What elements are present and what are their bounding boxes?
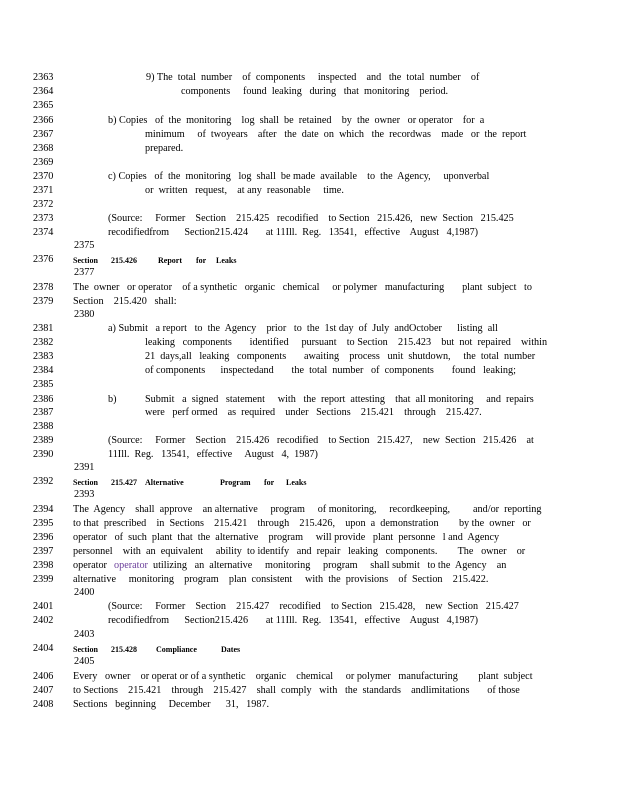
line-number: 2393 <box>74 489 95 500</box>
line-number: 2377 <box>74 267 95 278</box>
text-line: recodifiedfrom Section215.424 at 11Ill. Reg. 13541, effective August 4,1987) <box>108 227 479 238</box>
text-line: prepared. <box>145 143 184 154</box>
text-line: recodifiedfrom Section215.426 at 11Ill. Reg. 13541, effective August 4,1987) <box>108 615 479 626</box>
text-line: operator <box>114 560 148 571</box>
line-number: 2394 <box>33 504 54 515</box>
line-number: 2374 <box>33 227 54 238</box>
text-line: alternative monitoring program plan consistent with the provisions of Section 215.422. <box>73 574 489 585</box>
section-heading-word: Leaks <box>216 256 237 265</box>
line-number: 2395 <box>33 518 54 529</box>
line-number: 2382 <box>33 337 54 348</box>
line-number: 2408 <box>33 699 54 710</box>
text-line: Every owner or operat or of a synthetic organic chemical or polymer manufacturing plant subject <box>73 671 533 682</box>
section-heading-word: Alternative <box>145 478 184 487</box>
line-number: 2406 <box>33 671 54 682</box>
line-number: 2403 <box>74 629 95 640</box>
line-number: 2391 <box>74 462 95 473</box>
text-line: utilizing an alternative monitoring program shall submit to the Agency an <box>153 560 507 571</box>
line-number: 2367 <box>33 129 54 140</box>
text-line: 11Ill. Reg. 13541, effective August 4, 1987) <box>108 449 318 460</box>
line-number: 2369 <box>33 157 54 168</box>
text-line: operator <box>73 560 107 571</box>
line-number: 2397 <box>33 546 54 557</box>
line-number: 2390 <box>33 449 54 460</box>
text-line: The owner or operator of a synthetic organic chemical or polymer manufacturing plant subject to <box>73 282 532 293</box>
text-line: to that prescribed in Sections 215.421 through 215.426, upon a demonstration by the owner or <box>73 518 531 529</box>
line-number: 2378 <box>33 282 54 293</box>
line-number: 2401 <box>33 601 54 612</box>
text-line: minimum of twoyears after the date on which the recordwas made or the report <box>145 129 527 140</box>
section-heading-word: Section <box>73 478 98 487</box>
line-number: 2388 <box>33 421 54 432</box>
text-line: to Sections 215.421 through 215.427 shall comply with the standards andlimitations of those <box>73 685 520 696</box>
line-number: 2368 <box>33 143 54 154</box>
text-line: personnel with an equivalent ability to identify and repair leaking components. The owner or <box>73 546 526 557</box>
text-line: The Agency shall approve an alternative program of monitoring, recordkeeping, and/or reporting <box>73 504 542 515</box>
section-heading-word: for <box>264 478 275 487</box>
line-number: 2373 <box>33 213 54 224</box>
line-number: 2389 <box>33 435 54 446</box>
line-number: 2371 <box>33 185 54 196</box>
line-number: 2407 <box>33 685 54 696</box>
line-number: 2398 <box>33 560 54 571</box>
text-line: a) Submit a report to the Agency prior to the 1st day of July andOctober listing all <box>108 323 498 334</box>
line-number: 2372 <box>33 199 54 210</box>
text-line: Section 215.420 shall: <box>73 296 177 307</box>
line-number: 2366 <box>33 115 54 126</box>
text-line: or written request, at any reasonable time. <box>145 185 344 196</box>
section-heading-word: 215.428 <box>111 645 137 654</box>
line-number: 2392 <box>33 476 54 487</box>
text-line: were perf ormed as required under Sections 215.421 through 215.427. <box>145 407 482 418</box>
section-heading-word: Report <box>158 256 182 265</box>
text-line: 21 days,all leaking components awaiting process unit shutdown, the total number <box>145 351 536 362</box>
text-line: Submit a signed statement with the report attesting that all monitoring and repairs <box>145 394 534 405</box>
text-line: leaking components identified pursuant to Section 215.423 but not repaired within <box>145 337 548 348</box>
line-number: 2381 <box>33 323 54 334</box>
line-number: 2380 <box>74 309 95 320</box>
line-number: 2370 <box>33 171 54 182</box>
section-heading-word: Compliance <box>156 645 197 654</box>
line-number: 2379 <box>33 296 54 307</box>
line-number: 2399 <box>33 574 54 585</box>
line-number: 2386 <box>33 394 54 405</box>
line-number: 2387 <box>33 407 54 418</box>
section-heading-word: Program <box>220 478 251 487</box>
text-line: 9) The total number of components inspected and the total number of <box>146 72 480 83</box>
section-heading-word: Section <box>73 256 98 265</box>
line-number: 2405 <box>74 656 95 667</box>
text-line: (Source: Former Section 215.425 recodified to Section 215.426, new Section 215.425 <box>108 213 514 224</box>
line-number: 2400 <box>74 587 95 598</box>
line-number: 2384 <box>33 365 54 376</box>
text-line: b) <box>108 394 117 405</box>
text-line: of components inspectedand the total number of components found leaking; <box>145 365 516 376</box>
line-number: 2365 <box>33 100 54 111</box>
section-heading-word: 215.426 <box>111 256 137 265</box>
line-number: 2385 <box>33 379 54 390</box>
text-line: operator of such plant that the alternative program will provide plant personne l and Agency <box>73 532 500 543</box>
line-number: 2376 <box>33 254 54 265</box>
line-number: 2383 <box>33 351 54 362</box>
section-heading-word: Section <box>73 645 98 654</box>
text-line: b) Copies of the monitoring log shall be retained by the owner or operator for a <box>108 115 485 126</box>
section-heading-word: Leaks <box>286 478 307 487</box>
text-line: (Source: Former Section 215.426 recodified to Section 215.427, new Section 215.426 at <box>108 435 534 446</box>
section-heading-word: for <box>196 256 207 265</box>
line-number: 2363 <box>33 72 54 83</box>
line-number: 2402 <box>33 615 54 626</box>
line-number: 2396 <box>33 532 54 543</box>
text-line: components found leaking during that monitoring period. <box>181 86 449 97</box>
line-number: 2375 <box>74 240 95 251</box>
line-number: 2404 <box>33 643 54 654</box>
text-line: (Source: Former Section 215.427 recodified to Section 215.428, new Section 215.427 <box>108 601 519 612</box>
text-line: c) Copies of the monitoring log shall be made available to the Agency, uponverbal <box>108 171 490 182</box>
line-number: 2364 <box>33 86 54 97</box>
section-heading-word: 215.427 <box>111 478 137 487</box>
section-heading-word: Dates <box>221 645 241 654</box>
text-line: Sections beginning December 31, 1987. <box>73 699 270 710</box>
